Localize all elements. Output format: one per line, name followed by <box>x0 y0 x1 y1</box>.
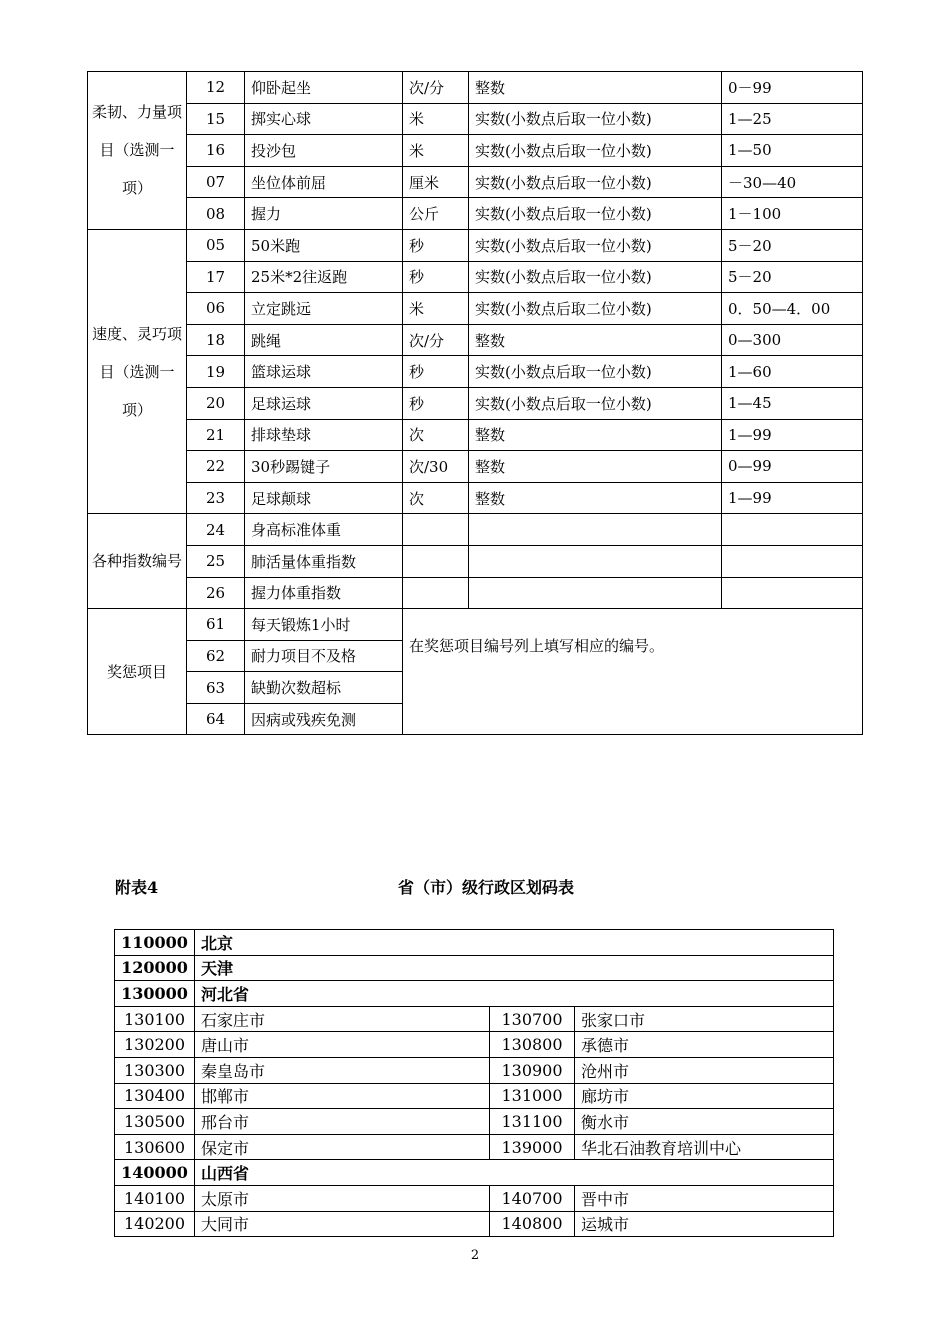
item-range: 0．50—4．00 <box>722 293 863 325</box>
item-unit: 秒 <box>403 387 469 419</box>
item-range: 1—45 <box>722 387 863 419</box>
table-row <box>88 135 863 167</box>
item-unit <box>403 577 469 609</box>
city-name: 廊坊市 <box>575 1083 834 1109</box>
category-cell: 奖惩项目 <box>88 609 187 735</box>
item-range: 1—50 <box>722 135 863 167</box>
item-name: 排球垫球 <box>245 419 403 451</box>
city-row <box>115 1109 834 1135</box>
item-unit: 次/分 <box>403 324 469 356</box>
table-row <box>88 451 863 483</box>
item-unit: 次 <box>403 482 469 514</box>
item-format: 实数(小数点后取一位小数) <box>469 387 722 419</box>
city-name: 太原市 <box>195 1185 490 1211</box>
item-name: 足球颠球 <box>245 482 403 514</box>
table-row <box>88 103 863 135</box>
city-code: 130500 <box>115 1109 195 1135</box>
city-name: 承德市 <box>575 1032 834 1058</box>
item-range: 1—25 <box>722 103 863 135</box>
city-name: 大同市 <box>195 1211 490 1237</box>
city-row <box>115 1211 834 1237</box>
item-name: 篮球运球 <box>245 356 403 388</box>
city-name: 唐山市 <box>195 1032 490 1058</box>
item-code: 22 <box>187 451 245 483</box>
item-code: 05 <box>187 229 245 261</box>
item-unit: 米 <box>403 135 469 167</box>
item-code: 17 <box>187 261 245 293</box>
item-unit <box>403 514 469 546</box>
item-format: 整数 <box>469 482 722 514</box>
item-name: 握力体重指数 <box>245 577 403 609</box>
category-cell: 各种指数编号 <box>88 514 187 609</box>
table-row <box>88 387 863 419</box>
city-name: 邯郸市 <box>195 1083 490 1109</box>
table-title: 省（市）级行政区划码表 <box>398 878 575 897</box>
item-code: 24 <box>187 514 245 546</box>
table-row <box>88 166 863 198</box>
city-row <box>115 1032 834 1058</box>
item-code: 26 <box>187 577 245 609</box>
city-name: 石家庄市 <box>195 1006 490 1032</box>
item-code: 20 <box>187 387 245 419</box>
table-row <box>88 72 863 104</box>
category-cell: 速度、灵巧项目（选测一项） <box>88 229 187 513</box>
item-format: 整数 <box>469 419 722 451</box>
table-row <box>88 198 863 230</box>
item-range: 0－99 <box>722 72 863 104</box>
item-format: 整数 <box>469 324 722 356</box>
province-row <box>115 981 834 1007</box>
item-format <box>469 545 722 577</box>
province-name: 天津 <box>195 955 834 981</box>
city-code: 140100 <box>115 1185 195 1211</box>
item-name: 身高标准体重 <box>245 514 403 546</box>
item-range <box>722 577 863 609</box>
item-format: 实数(小数点后取一位小数) <box>469 261 722 293</box>
item-format: 实数(小数点后取一位小数) <box>469 135 722 167</box>
city-code: 130900 <box>490 1057 575 1083</box>
province-code: 120000 <box>115 955 195 981</box>
city-code: 139000 <box>490 1134 575 1160</box>
item-unit: 公斤 <box>403 198 469 230</box>
item-format: 整数 <box>469 451 722 483</box>
table-row <box>88 229 863 261</box>
item-name: 握力 <box>245 198 403 230</box>
item-range: 1－100 <box>722 198 863 230</box>
item-format: 实数(小数点后取一位小数) <box>469 356 722 388</box>
city-row <box>115 1057 834 1083</box>
city-name: 运城市 <box>575 1211 834 1237</box>
province-row <box>115 1160 834 1186</box>
item-code: 18 <box>187 324 245 356</box>
item-name: 足球运球 <box>245 387 403 419</box>
item-name: 掷实心球 <box>245 103 403 135</box>
item-range <box>722 545 863 577</box>
item-code: 07 <box>187 166 245 198</box>
page-number: 2 <box>470 1248 480 1263</box>
item-unit: 厘米 <box>403 166 469 198</box>
city-name: 晋中市 <box>575 1185 834 1211</box>
city-code: 131000 <box>490 1083 575 1109</box>
item-unit: 米 <box>403 103 469 135</box>
province-name: 北京 <box>195 930 834 956</box>
category-cell: 柔韧、力量项目（选测一项） <box>88 72 187 230</box>
item-range: 0—300 <box>722 324 863 356</box>
table-row <box>88 324 863 356</box>
item-name: 因病或残疾免测 <box>245 703 403 735</box>
province-row <box>115 955 834 981</box>
table-row <box>88 609 863 641</box>
item-range: 1—99 <box>722 482 863 514</box>
item-format: 实数(小数点后取一位小数) <box>469 198 722 230</box>
item-name: 跳绳 <box>245 324 403 356</box>
item-name: 耐力项目不及格 <box>245 640 403 672</box>
province-code: 110000 <box>115 930 195 956</box>
province-code: 130000 <box>115 981 195 1007</box>
item-format <box>469 514 722 546</box>
item-name: 坐位体前屈 <box>245 166 403 198</box>
item-name: 肺活量体重指数 <box>245 545 403 577</box>
item-format: 实数(小数点后取二位小数) <box>469 293 722 325</box>
city-code: 130400 <box>115 1083 195 1109</box>
city-code: 140200 <box>115 1211 195 1237</box>
item-code: 61 <box>187 609 245 641</box>
province-row <box>115 930 834 956</box>
item-code: 15 <box>187 103 245 135</box>
table-row <box>88 419 863 451</box>
province-code: 140000 <box>115 1160 195 1186</box>
city-row <box>115 1185 834 1211</box>
item-unit: 秒 <box>403 261 469 293</box>
item-unit: 秒 <box>403 356 469 388</box>
note-cell: 在奖惩项目编号列上填写相应的编号。 <box>403 609 863 735</box>
item-unit: 次 <box>403 419 469 451</box>
province-name: 山西省 <box>195 1160 834 1186</box>
table-row <box>88 482 863 514</box>
item-name: 立定跳远 <box>245 293 403 325</box>
item-code: 06 <box>187 293 245 325</box>
table-row <box>88 514 863 546</box>
item-format: 实数(小数点后取一位小数) <box>469 166 722 198</box>
city-row <box>115 1006 834 1032</box>
item-format: 实数(小数点后取一位小数) <box>469 103 722 135</box>
item-name: 50米跑 <box>245 229 403 261</box>
city-name: 衡水市 <box>575 1109 834 1135</box>
city-row <box>115 1134 834 1160</box>
city-code: 130800 <box>490 1032 575 1058</box>
item-range <box>722 514 863 546</box>
item-format: 整数 <box>469 72 722 104</box>
item-range: －30—40 <box>722 166 863 198</box>
province-name: 河北省 <box>195 981 834 1007</box>
item-name: 仰卧起坐 <box>245 72 403 104</box>
city-code: 140700 <box>490 1185 575 1211</box>
city-code: 131100 <box>490 1109 575 1135</box>
item-unit: 次/分 <box>403 72 469 104</box>
city-code: 130100 <box>115 1006 195 1032</box>
item-range: 5－20 <box>722 229 863 261</box>
city-row <box>115 1083 834 1109</box>
item-name: 缺勤次数超标 <box>245 672 403 704</box>
city-name: 保定市 <box>195 1134 490 1160</box>
region-code-table <box>114 929 834 1237</box>
table-row <box>88 577 863 609</box>
city-name: 华北石油教育培训中心 <box>575 1134 834 1160</box>
item-code: 64 <box>187 703 245 735</box>
item-unit <box>403 545 469 577</box>
city-name: 张家口市 <box>575 1006 834 1032</box>
item-name: 每天锻炼1小时 <box>245 609 403 641</box>
item-name: 25米*2往返跑 <box>245 261 403 293</box>
item-range: 5－20 <box>722 261 863 293</box>
item-unit: 米 <box>403 293 469 325</box>
table-row <box>88 261 863 293</box>
item-code: 62 <box>187 640 245 672</box>
item-code: 19 <box>187 356 245 388</box>
city-code: 130200 <box>115 1032 195 1058</box>
city-code: 140800 <box>490 1211 575 1237</box>
item-code: 16 <box>187 135 245 167</box>
city-name: 邢台市 <box>195 1109 490 1135</box>
item-format <box>469 577 722 609</box>
item-code: 08 <box>187 198 245 230</box>
table-row <box>88 293 863 325</box>
city-code: 130300 <box>115 1057 195 1083</box>
item-code: 63 <box>187 672 245 704</box>
item-range: 0—99 <box>722 451 863 483</box>
city-code: 130600 <box>115 1134 195 1160</box>
item-name: 30秒踢键子 <box>245 451 403 483</box>
city-name: 秦皇岛市 <box>195 1057 490 1083</box>
item-code: 25 <box>187 545 245 577</box>
item-name: 投沙包 <box>245 135 403 167</box>
city-code: 130700 <box>490 1006 575 1032</box>
appendix-label: 附表4 <box>115 878 159 897</box>
item-range: 1—99 <box>722 419 863 451</box>
test-items-table <box>87 71 863 735</box>
table-row <box>88 356 863 388</box>
item-code: 23 <box>187 482 245 514</box>
item-code: 12 <box>187 72 245 104</box>
item-range: 1—60 <box>722 356 863 388</box>
item-code: 21 <box>187 419 245 451</box>
item-unit: 秒 <box>403 229 469 261</box>
item-format: 实数(小数点后取一位小数) <box>469 229 722 261</box>
table-row <box>88 545 863 577</box>
item-unit: 次/30 <box>403 451 469 483</box>
city-name: 沧州市 <box>575 1057 834 1083</box>
